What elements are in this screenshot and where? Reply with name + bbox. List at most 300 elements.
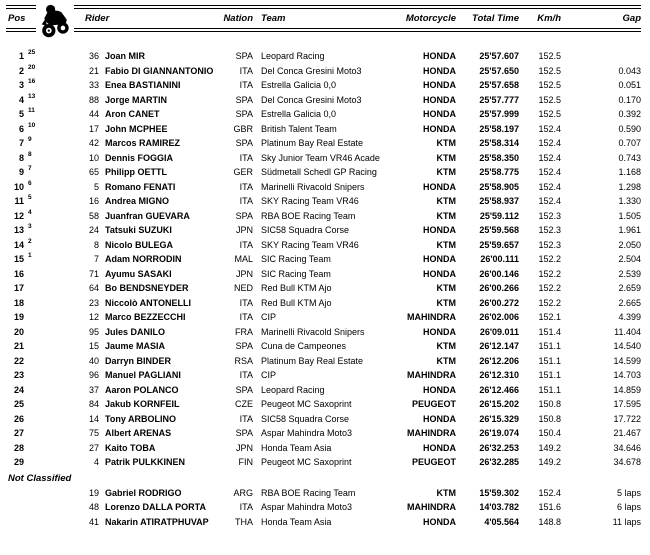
team-cell: Leopard Racing [261, 51, 325, 61]
kmh-cell: 148.8 [538, 516, 561, 527]
nation-cell: ITA [239, 152, 253, 163]
gap-cell: 0.743 [618, 152, 641, 163]
kmh-cell: 152.3 [538, 239, 561, 250]
total-time-cell: 26'12.310 [479, 370, 519, 380]
total-time-cell: 26'15.329 [479, 413, 519, 424]
total-time-cell: 25'57.999 [479, 109, 519, 119]
team-cell: Cuna de Campeones [261, 341, 347, 351]
table-row [6, 486, 641, 501]
nation-cell: ITA [239, 181, 253, 192]
total-time-cell: 26'00.146 [479, 268, 519, 279]
rider-name-cell: Bo BENDSNEYDER [105, 283, 189, 293]
nation-cell: JPN [235, 225, 253, 235]
total-time-cell: 25'59.112 [479, 210, 519, 221]
kmh-cell: 152.4 [538, 196, 561, 206]
not-classified-results [6, 486, 641, 530]
rider-number-cell: 10 [88, 152, 99, 163]
table-row [6, 441, 641, 456]
rider-number-cell: 16 [88, 196, 99, 206]
points-cell [24, 438, 44, 453]
nation-cell: GBR [233, 123, 253, 134]
not-classified-label: Not Classified [8, 472, 72, 484]
position-cell: 13 [13, 225, 24, 235]
motorcycle-cell: MAHINDRA [407, 370, 456, 380]
position-cell: 18 [13, 297, 24, 308]
table-row [6, 412, 641, 427]
gap-cell: 34.678 [613, 457, 641, 467]
motorcycle-cell: KTM [436, 239, 456, 250]
rider-number-cell: 5 [93, 181, 99, 192]
table-row [6, 223, 641, 238]
motorcycle-rider-icon [36, 1, 74, 39]
total-time-cell: 26'12.206 [479, 355, 519, 366]
motorcycle-cell: KTM [436, 355, 456, 366]
rider-name-cell: Dennis FOGGIA [105, 152, 174, 163]
table-row [6, 339, 641, 354]
kmh-cell: 152.4 [538, 123, 561, 134]
points-cell [24, 278, 44, 293]
team-cell: Honda Team Asia [261, 442, 332, 453]
nation-cell: RSA [234, 355, 253, 366]
nation-cell: JPN [235, 442, 253, 453]
gap-cell: 1.505 [618, 210, 641, 221]
team-cell: Aspar Mahindra Moto3 [261, 428, 353, 438]
gap-cell: 2.659 [618, 283, 641, 293]
rider-name-cell: Tony ARBOLINO [105, 413, 176, 424]
kmh-cell: 152.4 [538, 152, 561, 163]
rider-name-cell: Patrik PULKKINEN [105, 457, 186, 467]
gap-cell: 0.170 [618, 94, 641, 105]
points-cell [24, 423, 44, 438]
team-cell: Aspar Mahindra Moto3 [261, 502, 353, 512]
points-cell [24, 409, 44, 424]
points-cell [24, 380, 44, 395]
total-time-cell: 26'19.074 [479, 428, 519, 438]
kmh-cell: 152.5 [538, 109, 561, 119]
motorcycle-cell: HONDA [423, 516, 456, 527]
team-cell: Red Bull KTM Ajo [261, 297, 332, 308]
motorcycle-cell: KTM [436, 297, 456, 308]
rider-name-cell: John MCPHEE [105, 123, 168, 134]
header-team: Team [261, 13, 286, 24]
total-time-cell: 25'58.937 [479, 196, 519, 206]
nation-cell: SPA [235, 94, 253, 105]
kmh-cell: 151.6 [538, 502, 561, 512]
team-cell: Südmetall Schedl GP Racing [261, 167, 377, 177]
rider-number-cell: 23 [88, 297, 99, 308]
total-time-cell: 25'57.777 [479, 94, 519, 105]
points-cell: 9 [28, 136, 32, 143]
rider-number-cell: 37 [88, 384, 99, 395]
table-row [6, 426, 641, 441]
header-kmh: Km/h [537, 13, 561, 24]
motorcycle-cell: PEUGEOT [411, 399, 456, 409]
rider-number-cell: 84 [88, 399, 99, 409]
points-cell: 1 [28, 252, 32, 259]
table-row [6, 397, 641, 412]
points-cell: 3 [28, 223, 32, 230]
rider-name-cell: Gabriel RODRIGO [105, 487, 182, 498]
nation-cell: ITA [239, 65, 253, 76]
position-cell: 20 [13, 326, 24, 337]
rider-name-cell: Ayumu SASAKI [105, 268, 172, 279]
table-row [6, 252, 641, 267]
header-rider: Rider [85, 13, 110, 24]
team-cell: CIP [261, 370, 277, 380]
nation-cell: SPA [235, 384, 253, 395]
kmh-cell: 151.1 [538, 355, 561, 366]
team-cell: Honda Team Asia [261, 516, 332, 527]
nation-cell: SPA [235, 51, 253, 61]
rider-name-cell: Albert ARENAS [105, 428, 172, 438]
points-cell [24, 497, 44, 512]
gap-cell: 6 laps [616, 502, 641, 512]
gap-cell: 0.707 [618, 138, 641, 148]
position-cell: 27 [13, 428, 24, 438]
position-cell: 8 [18, 152, 24, 163]
rider-number-cell: 95 [88, 326, 99, 337]
rider-number-cell: 21 [88, 65, 99, 76]
kmh-cell: 151.1 [538, 384, 561, 395]
gap-cell: 14.540 [613, 341, 641, 351]
kmh-cell: 151.4 [538, 326, 561, 337]
motorcycle-cell: HONDA [423, 181, 456, 192]
kmh-cell: 152.4 [538, 138, 561, 148]
table-row [6, 310, 641, 325]
nation-cell: NED [233, 283, 253, 293]
gap-cell: 4.399 [618, 312, 641, 322]
table-row [6, 354, 641, 369]
nation-cell: JPN [235, 268, 253, 279]
gap-cell: 14.703 [613, 370, 641, 380]
motorcycle-cell: KTM [436, 167, 456, 177]
points-cell [24, 336, 44, 351]
team-cell: Marinelli Rivacold Snipers [261, 181, 365, 192]
points-cell: 4 [28, 208, 32, 216]
team-cell: SKY Racing Team VR46 [261, 239, 359, 250]
table-row [6, 267, 641, 282]
points-cell: 7 [28, 165, 32, 172]
rider-number-cell: 64 [88, 283, 99, 293]
gap-cell: 5 laps [616, 487, 641, 498]
table-row [6, 93, 641, 108]
position-cell: 6 [18, 123, 24, 134]
rider-name-cell: Adam NORRODIN [105, 254, 182, 264]
motorcycle-cell: HONDA [423, 326, 456, 337]
gap-cell: 11 laps [612, 516, 641, 527]
header-pos: Pos [8, 13, 26, 24]
kmh-cell: 152.5 [538, 94, 561, 105]
position-cell [6, 500, 24, 515]
total-time-cell: 25'58.775 [479, 167, 519, 177]
table-row [6, 64, 641, 79]
motorcycle-cell: HONDA [423, 442, 456, 453]
rider-name-cell: Juanfran GUEVARA [105, 210, 190, 221]
table-row [6, 78, 641, 93]
rider-number-cell: 71 [88, 268, 99, 279]
position-cell [6, 486, 24, 501]
rider-name-cell: Lorenzo DALLA PORTA [105, 502, 206, 512]
team-cell: SKY Racing Team VR46 [261, 196, 359, 206]
gap-cell: 17.595 [613, 399, 641, 409]
team-cell: British Talent Team [261, 123, 337, 134]
kmh-cell: 152.1 [538, 312, 561, 322]
rider-name-cell: Enea BASTIANINI [105, 80, 181, 90]
total-time-cell: 4'05.564 [484, 516, 519, 527]
motorcycle-cell: MAHINDRA [407, 428, 456, 438]
header-nation: Nation [223, 13, 253, 24]
points-cell: 8 [28, 150, 32, 158]
total-time-cell: 25'58.314 [479, 138, 519, 148]
team-cell: CIP [261, 312, 277, 322]
position-cell: 26 [13, 413, 24, 424]
header-total-time: Total Time [472, 13, 519, 24]
kmh-cell: 149.2 [538, 442, 561, 453]
race-results-sheet [6, 5, 641, 529]
rider-name-cell: Jaume MASIA [105, 341, 166, 351]
rider-name-cell: Nakarin ATIRATPHUVAP [105, 516, 209, 527]
motorcycle-cell: HONDA [423, 109, 456, 119]
position-cell: 28 [13, 442, 24, 453]
team-cell: Del Conca Gresini Moto3 [261, 94, 362, 105]
points-cell: 16 [28, 78, 36, 85]
points-cell: 2 [28, 237, 32, 245]
points-cell [24, 394, 44, 409]
rider-number-cell: 44 [88, 109, 99, 119]
rider-name-cell: Marco BEZZECCHI [105, 312, 186, 322]
gap-cell: 2.539 [618, 268, 641, 279]
motorcycle-cell: HONDA [423, 384, 456, 395]
nation-cell: ITA [239, 312, 253, 322]
motorcycle-cell: KTM [436, 210, 456, 221]
classified-results [6, 49, 641, 470]
rider-number-cell: 12 [88, 312, 99, 322]
gap-cell: 0.392 [618, 109, 641, 119]
position-cell: 10 [13, 181, 24, 192]
total-time-cell: 26'32.253 [479, 442, 519, 453]
team-cell: SIC58 Squadra Corse [261, 225, 350, 235]
position-cell: 4 [18, 94, 24, 105]
kmh-cell: 152.5 [538, 65, 561, 76]
rider-name-cell: Joan MIR [105, 51, 146, 61]
nation-cell: ITA [239, 196, 253, 206]
position-cell: 9 [18, 167, 24, 177]
rider-number-cell: 19 [88, 487, 99, 498]
nation-cell: ITA [239, 239, 253, 250]
kmh-cell: 149.2 [538, 457, 561, 467]
position-cell: 25 [13, 399, 24, 409]
nation-cell: SPA [235, 109, 253, 119]
total-time-cell: 26'00.272 [479, 297, 519, 308]
motorcycle-cell: HONDA [423, 65, 456, 76]
motorcycle-cell: MAHINDRA [407, 502, 456, 512]
header-motorcycle: Motorcycle [405, 13, 456, 24]
nation-cell: SPA [235, 428, 253, 438]
rider-name-cell: Jules DANILO [105, 326, 166, 337]
position-cell: 21 [13, 341, 24, 351]
kmh-cell: 151.1 [538, 341, 561, 351]
gap-cell: 0.043 [618, 65, 641, 76]
rider-name-cell: Andrea MIGNO [105, 196, 170, 206]
position-cell: 15 [13, 254, 24, 264]
kmh-cell: 152.2 [538, 268, 561, 279]
points-cell: 20 [28, 63, 36, 71]
rider-name-cell: Aaron POLANCO [105, 384, 179, 395]
team-cell: Sky Junior Team VR46 Acade [261, 152, 380, 163]
nation-cell: GER [233, 167, 253, 177]
rider-number-cell: 17 [88, 123, 99, 134]
motorcycle-cell: KTM [436, 283, 456, 293]
position-cell: 24 [13, 384, 24, 395]
table-row [6, 209, 641, 224]
nation-cell: ITA [239, 370, 253, 380]
rider-number-cell: 15 [88, 341, 99, 351]
gap-cell: 21.467 [613, 428, 641, 438]
header-gap: Gap [622, 13, 641, 24]
motorcycle-cell: PEUGEOT [411, 457, 456, 467]
nation-cell: SPA [235, 210, 253, 221]
total-time-cell: 26'12.147 [479, 341, 519, 351]
rider-name-cell: Niccolò ANTONELLI [105, 297, 192, 308]
table-row [6, 107, 641, 122]
rider-number-cell: 14 [88, 413, 99, 424]
table-row [6, 122, 641, 137]
team-cell: Platinum Bay Real Estate [261, 138, 364, 148]
table-row [6, 296, 641, 311]
position-cell: 12 [13, 210, 24, 221]
rider-name-cell: Philipp OETTL [105, 167, 167, 177]
results-table-header [6, 5, 641, 32]
motorcycle-cell: KTM [436, 138, 456, 148]
rider-number-cell: 96 [88, 370, 99, 380]
points-cell [24, 512, 44, 527]
kmh-cell: 150.8 [538, 399, 561, 409]
points-cell [24, 365, 44, 380]
points-cell [24, 483, 44, 498]
table-row [6, 136, 641, 151]
gap-cell: 2.504 [618, 254, 641, 264]
rider-number-cell: 27 [88, 442, 99, 453]
motorcycle-cell: KTM [436, 341, 456, 351]
gap-cell: 34.646 [613, 442, 641, 453]
motorcycle-cell: HONDA [423, 225, 456, 235]
rider-number-cell: 42 [88, 138, 99, 148]
gap-cell [561, 49, 641, 64]
nation-cell: ARG [233, 487, 253, 498]
rider-number-cell: 33 [88, 80, 99, 90]
gap-cell: 14.599 [613, 355, 641, 366]
table-row [6, 455, 641, 470]
rider-number-cell: 88 [88, 94, 99, 105]
rider-name-cell: Jorge MARTIN [105, 94, 168, 105]
position-cell [6, 515, 24, 530]
position-cell: 19 [13, 312, 24, 322]
table-row [6, 238, 641, 253]
position-cell: 11 [14, 196, 24, 206]
team-cell: Red Bull KTM Ajo [261, 283, 332, 293]
table-row [6, 151, 641, 166]
points-cell [24, 293, 44, 308]
total-time-cell: 25'59.568 [479, 225, 519, 235]
total-time-cell: 26'00.111 [480, 254, 519, 264]
motorcycle-cell: HONDA [423, 51, 456, 61]
rider-name-cell: Romano FENATI [105, 181, 176, 192]
gap-cell: 0.590 [618, 123, 641, 134]
total-time-cell: 26'00.266 [479, 283, 519, 293]
gap-cell: 14.859 [613, 384, 641, 395]
rider-number-cell: 48 [88, 502, 99, 512]
nation-cell: FIN [238, 457, 253, 467]
rider-number-cell: 8 [93, 239, 99, 250]
position-cell: 23 [13, 370, 24, 380]
motorcycle-cell: HONDA [423, 123, 456, 134]
points-cell [24, 452, 44, 467]
table-row [6, 180, 641, 195]
total-time-cell: 25'58.350 [479, 152, 519, 163]
points-cell: 10 [28, 121, 36, 129]
kmh-cell: 152.4 [538, 487, 561, 498]
kmh-cell: 150.4 [538, 428, 561, 438]
points-cell [24, 322, 44, 337]
position-cell: 17 [13, 283, 24, 293]
nation-cell: SPA [235, 341, 253, 351]
kmh-cell: 152.2 [538, 283, 561, 293]
gap-cell: 0.051 [618, 80, 641, 90]
rider-number-cell: 58 [88, 210, 99, 221]
nation-cell: ITA [239, 502, 253, 512]
rider-number-cell: 65 [88, 167, 99, 177]
total-time-cell: 25'57.650 [479, 65, 519, 76]
motorcycle-cell: HONDA [423, 254, 456, 264]
total-time-cell: 14'03.782 [479, 502, 519, 512]
kmh-cell: 152.5 [538, 51, 561, 61]
points-cell: 6 [28, 179, 32, 187]
points-cell [24, 264, 44, 279]
team-cell: Peugeot MC Saxoprint [261, 399, 352, 409]
points-cell [24, 351, 44, 366]
kmh-cell: 152.2 [538, 254, 561, 264]
nation-cell: ITA [239, 297, 253, 308]
motorcycle-cell: MAHINDRA [407, 312, 456, 322]
nation-cell: MAL [234, 254, 253, 264]
total-time-cell: 25'58.905 [479, 181, 519, 192]
position-cell: 3 [18, 80, 24, 90]
team-cell: Platinum Bay Real Estate [261, 355, 364, 366]
total-time-cell: 25'57.658 [479, 80, 519, 90]
position-cell: 7 [18, 138, 24, 148]
total-time-cell: 26'12.466 [479, 384, 519, 395]
team-cell: SIC Racing Team [261, 254, 331, 264]
rider-number-cell: 41 [88, 516, 99, 527]
gap-cell: 2.665 [618, 297, 641, 308]
rider-name-cell: Tatsuki SUZUKI [105, 225, 172, 235]
nation-cell: CZE [235, 399, 253, 409]
points-cell: 11 [28, 107, 35, 114]
motorcycle-cell: KTM [436, 196, 456, 206]
rider-number-cell: 24 [88, 225, 99, 235]
rider-name-cell: Darryn BINDER [105, 355, 172, 366]
total-time-cell: 26'32.285 [479, 457, 519, 467]
motorcycle-cell: HONDA [423, 268, 456, 279]
nation-cell: THA [235, 516, 253, 527]
kmh-cell: 152.5 [538, 80, 561, 90]
rider-number-cell: 36 [88, 51, 99, 61]
points-cell: 25 [28, 49, 36, 56]
motorcycle-cell: HONDA [423, 80, 456, 90]
rider-number-cell: 7 [93, 254, 99, 264]
total-time-cell: 15'59.302 [479, 487, 519, 498]
gap-cell: 1.961 [618, 225, 641, 235]
